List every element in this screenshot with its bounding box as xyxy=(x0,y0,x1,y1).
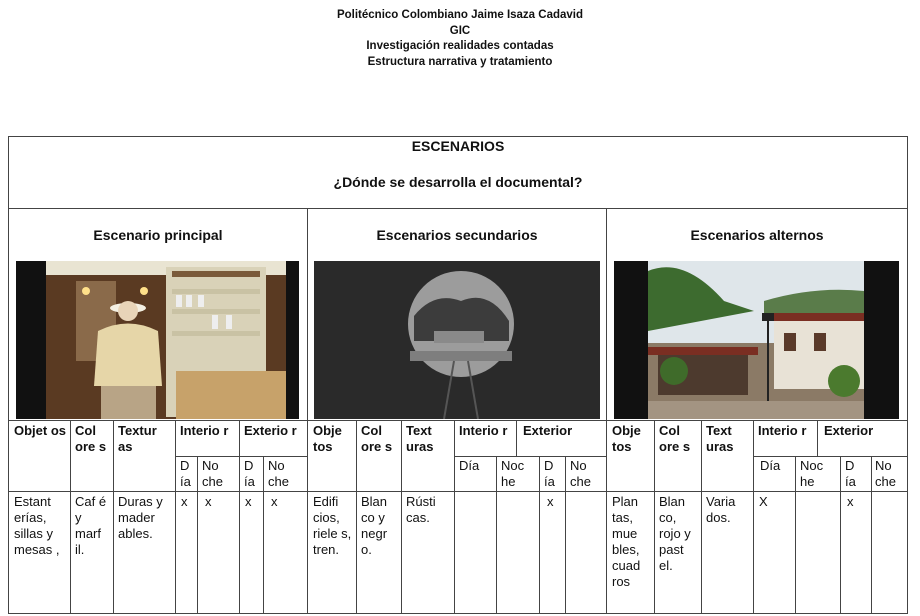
railway-tunnel-photo xyxy=(314,261,600,419)
s1-header-ext-dia: D ía xyxy=(244,458,255,489)
row-divider xyxy=(9,491,907,492)
s3-header-texturas: Text uras xyxy=(706,423,734,454)
s2-header-interior: Interio r xyxy=(459,423,508,438)
subheader-divider xyxy=(753,456,907,457)
s2-header-colores: Col ore s xyxy=(361,423,393,454)
col-divider xyxy=(197,456,198,614)
subheader-divider xyxy=(454,456,606,457)
col-divider xyxy=(175,420,176,614)
project-name: Investigación realidades contadas xyxy=(366,40,554,52)
document-subtitle: Estructura narrativa y tratamiento xyxy=(367,55,553,68)
s1-objetos: Estant erías, sillas y mesas , xyxy=(14,494,60,557)
col-divider xyxy=(654,420,655,614)
s3-objetos: Plan tas, mue bles, cuad ros xyxy=(612,494,641,589)
subheader-divider xyxy=(175,456,307,457)
man-in-pharmacy-photo xyxy=(16,261,299,419)
s3-ext-dia: x xyxy=(847,494,854,509)
s2-header-ext-noche: No che xyxy=(570,458,591,489)
s3-header-int-noche: Noc he xyxy=(800,458,824,489)
section-divider xyxy=(307,208,308,614)
s1-header-int-noche: No che xyxy=(202,458,223,489)
col-divider xyxy=(356,420,357,614)
col-divider xyxy=(516,420,517,456)
s1-header-ext-noche: No che xyxy=(268,458,289,489)
col-divider xyxy=(401,420,402,614)
s1-header-objetos: Objet os xyxy=(14,423,67,438)
secondary-scenes-heading: Escenarios secundarios xyxy=(376,227,538,243)
col-divider xyxy=(113,420,114,614)
s2-ext-dia: x xyxy=(547,494,554,509)
col-divider xyxy=(840,456,841,614)
s1-header-texturas: Textur as xyxy=(118,423,157,454)
table-title-block xyxy=(9,137,907,209)
col-divider xyxy=(871,456,872,614)
s1-ext-dia: x xyxy=(245,494,252,509)
s1-int-noche: x xyxy=(205,494,212,509)
colonial-house-courtyard-photo xyxy=(614,261,899,419)
s1-header-colores: Col ore s xyxy=(75,423,107,454)
row-divider xyxy=(9,208,907,209)
col-divider xyxy=(753,420,754,614)
table-title: ESCENARIOS xyxy=(411,138,505,154)
s1-int-dia: x xyxy=(181,494,188,509)
s2-header-texturas: Text uras xyxy=(406,423,434,454)
col-divider xyxy=(565,456,566,614)
section-divider xyxy=(606,208,607,614)
s3-header-colores: Col ore s xyxy=(659,423,691,454)
s3-header-ext-noche: No che xyxy=(875,458,896,489)
s2-header-int-dia: Día xyxy=(459,458,480,473)
s2-header-objetos: Obje tos xyxy=(313,423,342,454)
s2-header-exterior: Exterior xyxy=(523,423,573,438)
s3-header-int-dia: Día xyxy=(760,458,781,473)
s1-colores: Caf é y marf il. xyxy=(75,494,107,557)
s2-header-ext-dia: D ía xyxy=(544,458,555,489)
institution-name: Politécnico Colombiano Jaime Isaza Cadavid xyxy=(336,9,584,21)
col-divider xyxy=(239,420,240,614)
s3-header-interior: Interio r xyxy=(758,423,807,438)
s1-header-int-dia: D ía xyxy=(180,458,191,489)
group-name: GIC xyxy=(449,24,471,37)
s2-objetos: Edifi cios, riele s, tren. xyxy=(313,494,352,557)
s3-header-exterior: Exterior xyxy=(824,423,874,438)
col-divider xyxy=(70,420,71,614)
s2-header-int-noche: Noc he xyxy=(501,458,525,489)
main-scene-heading: Escenario principal xyxy=(93,227,223,243)
s3-header-objetos: Obje tos xyxy=(612,423,641,454)
document-header xyxy=(0,8,920,70)
row-divider xyxy=(9,420,907,421)
s3-header-ext-dia: D ía xyxy=(845,458,856,489)
s3-int-dia: X xyxy=(759,494,768,509)
s1-ext-noche: x xyxy=(271,494,278,509)
table-question: ¿Dónde se desarrolla el documental? xyxy=(333,174,583,190)
col-divider xyxy=(817,420,818,456)
s3-colores: Blan co, rojo y past el. xyxy=(659,494,691,573)
s1-header-interior: Interio r xyxy=(180,423,229,438)
col-divider xyxy=(701,420,702,614)
alternate-scenes-heading: Escenarios alternos xyxy=(690,227,824,243)
col-divider xyxy=(496,456,497,614)
s2-texturas: Rústi cas. xyxy=(406,494,436,525)
col-divider xyxy=(263,456,264,614)
s3-texturas: Varia dos. xyxy=(706,494,736,525)
col-divider xyxy=(795,456,796,614)
scenarios-table xyxy=(8,136,908,614)
s2-colores: Blan co y negr o. xyxy=(361,494,388,557)
s1-texturas: Duras y mader ables. xyxy=(118,494,163,541)
s1-header-exterior: Exterio r xyxy=(244,423,297,438)
col-divider xyxy=(454,420,455,614)
col-divider xyxy=(539,456,540,614)
